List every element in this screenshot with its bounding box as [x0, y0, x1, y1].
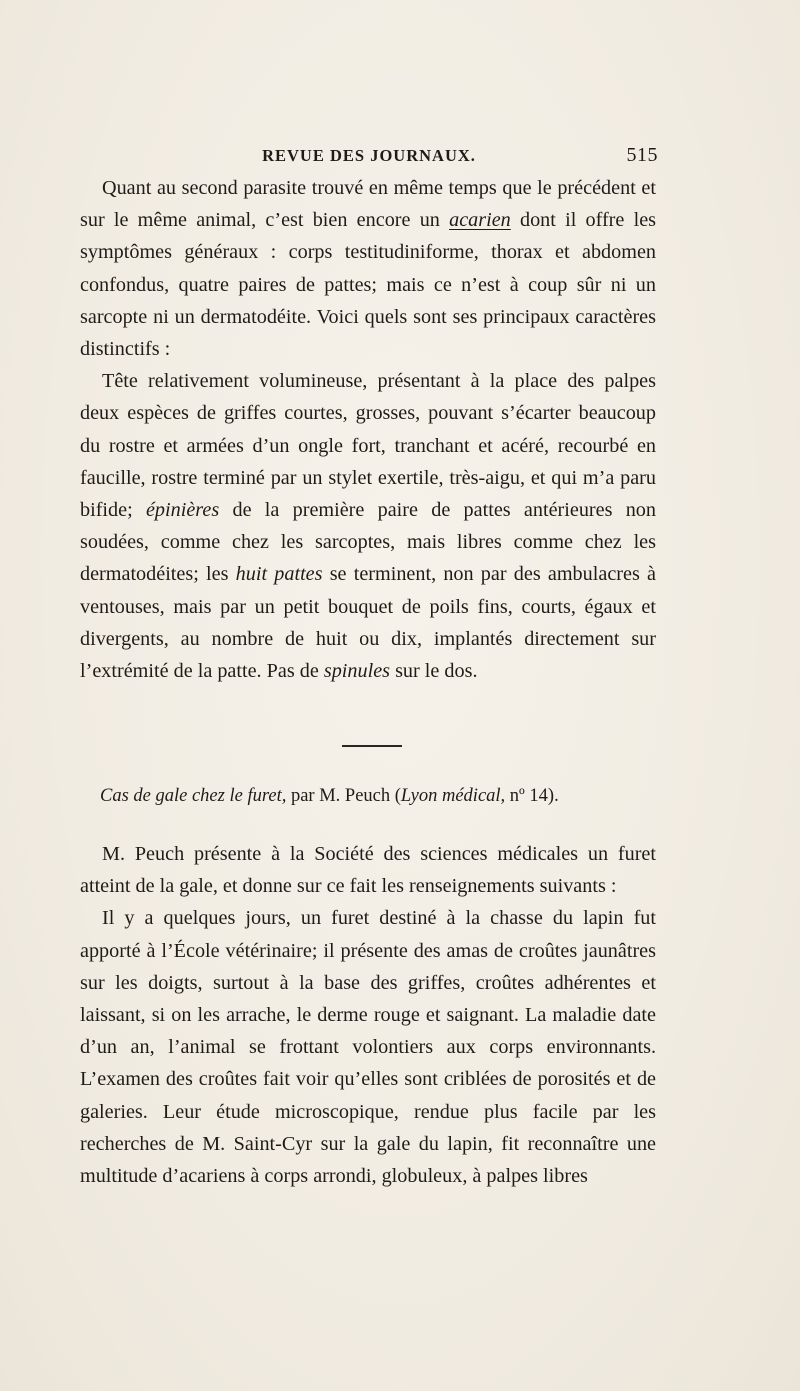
article-heading: [100, 786, 656, 807]
heading-title: Cas de gale chez le furet,: [100, 786, 287, 806]
paragraph-intro: M. Peuch présente à la Société des sciences médicales un furet atteint de la gale, et donne sur ce fait les renseignements suivants :: [80, 843, 656, 898]
term-epinieres: épinières: [145, 499, 220, 522]
text-run: dont il offre les symptômes généraux : corps testitudiniforme, thorax et abdomen confondus, quatre paires de pattes; mais ce n’est à coup sûr ni un sarcopte ni un dermatodéite. Voici quels sont ses principaux caractères distinctifs :: [80, 209, 657, 361]
term-acarien: acarien: [449, 209, 511, 232]
section-divider: [342, 745, 402, 747]
heading-source: Lyon médical,: [400, 786, 506, 806]
paragraph-characteristics: [80, 365, 656, 687]
running-head: REVUE DES JOURNAUX.: [262, 146, 476, 165]
term-huit-pattes: huit pattes: [235, 563, 323, 586]
text-run: Tête relativement volumineuse, présentant à la place des palpes deux espèces de griffes courtes, grosses, pouvant s’écarter beaucoup du rostre et armées d’un ongle fort, tranchant et acéré, recourbé en faucille, rostre terminé par un stylet exertile, très-aigu, et qui m’a paru bifide;: [80, 370, 656, 522]
page-number: 515: [626, 144, 658, 166]
heading-issue: nº 14).: [505, 786, 559, 806]
parasite-description-section: [80, 172, 656, 687]
paragraph-case-details: Il y a quelques jours, un furet destiné à la chasse du lapin fut apporté à l’École vétérinaire; il présente des amas de croûtes jaunâtres sur les doigts, surtout à la base des griffes, croûtes adhérentes et laissant, si on les arrache, le derme rouge et saignant. La maladie date d’un an, l’animal se frottant volontiers aux corps environnants. L’examen des croûtes fait voir qu’elles sont criblées de porosités et de galeries. Leur étude microscopique, rendue plus facile par les recherches de M. Saint-Cyr sur la gale du lapin, fit reconnaître une multitude d’acariens à corps arrondi, globuleux, à palpes libres: [80, 907, 656, 1188]
page-header: [80, 146, 658, 172]
text-run: Quant au second parasite trouvé en même temps que le précédent et sur le même animal, c’est bien encore un: [80, 177, 656, 232]
text-run: sur le dos.: [390, 660, 478, 683]
text-run: se terminent, non par des ambulacres à ventouses, mais par un petit bouquet de poils fins, courts, égaux et divergents, au nombre de huit ou dix, implantés directement sur l’extrémité de la patte. Pas de: [80, 563, 656, 683]
heading-author: par M. Peuch (: [286, 786, 401, 806]
paragraph-second-parasite: [80, 172, 656, 365]
ferret-case-section: [80, 838, 656, 1192]
text-run: de la première paire de pattes antérieures non soudées, comme chez les sarcoptes, mais libres comme chez les dermatodéites; les: [80, 499, 656, 586]
term-spinules: spinules: [323, 660, 391, 683]
